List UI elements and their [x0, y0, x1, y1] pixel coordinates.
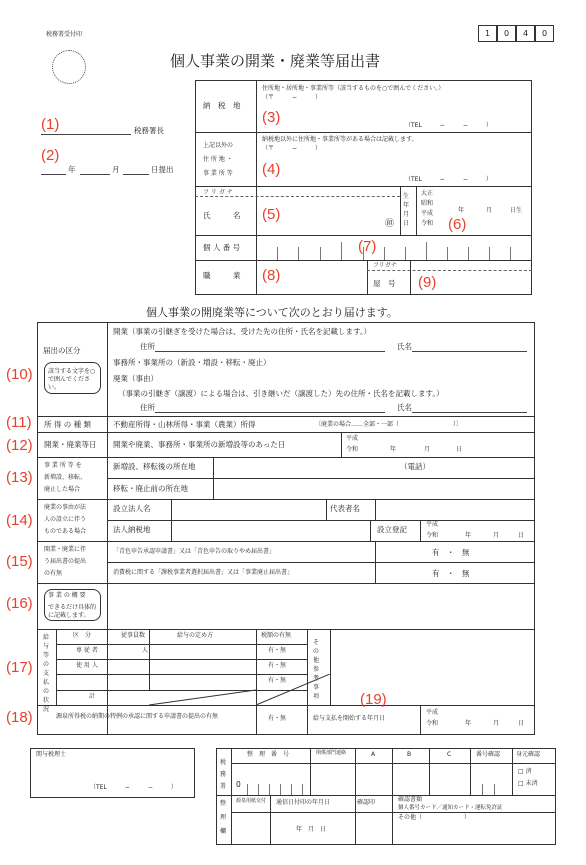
month-label: 月 [112, 165, 120, 174]
col-a: A [371, 751, 376, 758]
callout-3: (3) [262, 109, 281, 126]
date-label: 開業・廃業等日 [44, 440, 97, 449]
shotoku-label: 所 得 の 種 類 [44, 420, 92, 429]
total-diagonal [149, 674, 330, 705]
era-reiwa: 令和 [421, 220, 434, 227]
date-line [80, 174, 110, 175]
month-1: 月 [424, 446, 431, 453]
bango-label: 番号確認 [476, 751, 501, 758]
other-hint: 納税地以外に住所地・事業所等がある場合は記載します。 [262, 136, 418, 143]
day-label: 日提出 [151, 165, 174, 174]
tax-office-suffix: 税務署長 [134, 126, 164, 135]
era-showa: 昭和 [421, 200, 434, 207]
taxpayer-block [195, 80, 532, 295]
callout-8: (8) [262, 267, 281, 284]
tel-2: （TEL − − ） [405, 176, 492, 183]
jigyosho-label-3: 廃止した場合 [44, 486, 81, 493]
callout-1: (1) [41, 116, 60, 133]
day-1: 日 [456, 446, 463, 453]
birth-month: 月 [486, 207, 493, 214]
zeirishi-tel: （TEL − − ） [90, 784, 177, 791]
senjusha-umu[interactable]: 有・無 [268, 647, 287, 654]
shinzo-label: 新増設、移転後の所在地 [113, 462, 196, 471]
month-2: 月 [493, 532, 500, 539]
date-line [123, 174, 149, 175]
callout-6: (6) [448, 216, 467, 233]
callout-12: (12) [6, 437, 33, 454]
haigyo-text: 廃業（事由） [113, 374, 158, 383]
form-code-digit: 4 [516, 25, 535, 42]
tokurei-label: 源泉所得税の納期の特例の承認に関する申請書の提出の有無 [56, 713, 219, 720]
other-label-1: 上記以外の [203, 142, 234, 149]
seiri-label: 整理欄 [220, 800, 227, 835]
mynumber-label: 個 人 番 号 [203, 243, 241, 252]
stamp-label: 税務署受付印 [46, 31, 83, 38]
callout-14: (14) [6, 512, 33, 529]
year-2: 年 [465, 532, 472, 539]
row-senjusha: 専 従 者 [76, 647, 98, 654]
year-3: 年 [465, 720, 472, 727]
kaigyo-address: 住所 [140, 342, 155, 351]
gaiyo-hint: できるだけ具体的に記載します。 [48, 604, 97, 619]
todoke-label-1: 開業・廃業に伴 [44, 546, 87, 553]
mizumi-checkbox[interactable]: □ 未済 [518, 780, 538, 787]
tokurei-umu[interactable]: 有・無 [268, 715, 287, 722]
callout-10: (10) [6, 366, 33, 383]
aoiro-label: 「青色申告承認申請書」又は「青色申告の取りやめ届出書」 [113, 548, 276, 555]
trade-name-label: 屋 号 [373, 279, 396, 288]
postal-code: （〒 − ） [262, 94, 322, 101]
month-3: 月 [493, 720, 500, 727]
day-2: 日 [518, 532, 525, 539]
setsuritsu-label: 設立登記 [377, 525, 407, 534]
shotoku-value: 不動産所得・山林所得・事業（農業）所得 [113, 420, 256, 429]
callout-19: (19) [360, 691, 387, 708]
zeirishi-label: 関与税理士 [36, 751, 67, 758]
col-count: 従事員数 [121, 632, 146, 639]
zeimusho-label: 税務署 [220, 759, 227, 790]
zero-digit: 0 [236, 780, 241, 789]
todoke-label-3: の有無 [44, 570, 63, 577]
jigyosho-text: 事務所・事業所の（新設・増設・移転・廃止） [113, 358, 271, 367]
era-reiwa-2: 令和 [426, 532, 439, 539]
kaigyo-name: 氏名 [397, 342, 412, 351]
zumi-checkbox[interactable]: □ 済 [518, 768, 532, 775]
callout-9: (9) [418, 274, 437, 291]
unit-nin: 人 [142, 647, 149, 654]
kazei-label: 消費税に関する「課税事業者選択届出書」又は「事業廃止届出書」 [113, 569, 294, 576]
jigyosho-label-1: 事 業 所 等 を [44, 462, 82, 469]
nozeichi-hint: 住所地・居所地・事業所等（該当するものを○で囲んでください。） [262, 85, 445, 92]
gaiyo-label: 事 業 の 概 要 [48, 592, 86, 599]
date-line [41, 174, 66, 175]
kakunin-label: 確認印 [357, 799, 376, 806]
tel: （TEL − − ） [405, 122, 492, 129]
shotoku-bracket: 〔廃業の場合……全部・一部（ ）〕 [315, 421, 463, 428]
other-umu[interactable]: 有・無 [268, 677, 287, 684]
birth-year: 年 [458, 207, 465, 214]
stamp-circle [52, 50, 86, 84]
callout-17: (17) [6, 659, 33, 676]
day-3: 日 [518, 720, 525, 727]
kaigyo-text: 開業（事業の引継ぎを受けた場合は、受けた先の住所・氏名を記載します。） [113, 327, 372, 336]
era-heisei-3: 平成 [426, 709, 439, 716]
callout-5: (5) [262, 206, 281, 223]
subtitle: 個人事業の開廃業等について次のとおり届けます。 [146, 306, 398, 319]
form-code-digit: 1 [478, 25, 497, 42]
kubun-hint: 該当する文字を○で囲んでください。 [48, 368, 96, 391]
nozeichi-label: 納 税 地 [203, 101, 241, 110]
haigyo-name: 氏名 [397, 403, 412, 412]
page-title: 個人事業の開業・廃業等届出書 [170, 52, 381, 70]
furigana-label: フ リ ガ ナ [203, 189, 233, 196]
col-method: 給与の定め方 [177, 632, 214, 639]
year-1: 年 [390, 446, 397, 453]
occupation-label: 職 業 [203, 271, 241, 280]
birth-label: 生年月日 [403, 193, 410, 227]
callout-7: (7) [358, 238, 377, 255]
callout-11: (11) [6, 414, 32, 431]
era-reiwa-3: 令和 [426, 720, 439, 727]
mimoto-label: 身元確認 [516, 751, 541, 758]
era-heisei: 平成 [421, 210, 434, 217]
shinkoku-label: 源泉用紙交付 [236, 798, 267, 804]
callout-16: (16) [6, 595, 33, 612]
todoke-label-2: う届出書の提出 [44, 558, 87, 565]
furigana-2: フリガナ [373, 262, 397, 269]
col-b: B [407, 751, 412, 758]
other-label-2: 住 所 地 ・ [203, 156, 233, 163]
sonota-label: その他（ ） [398, 814, 471, 821]
era-taisho: 大正 [421, 190, 434, 197]
other-label-3: 事 業 所 等 [203, 170, 233, 177]
row-shiyonin: 使 用 人 [76, 662, 98, 669]
hojin-label-2: 人の設立に伴う [44, 516, 87, 523]
callout-4: (4) [262, 161, 281, 178]
era-reiwa-1: 令和 [346, 446, 359, 453]
jigyosho-label-2: 新増設、移転、 [44, 474, 87, 481]
hojin-name-label: 設立法人名 [113, 504, 151, 513]
form-code-digit: 0 [497, 25, 516, 42]
hojin-label-3: ものである場合 [44, 528, 87, 535]
form-code-digit: 0 [535, 25, 554, 42]
tax-office-line [41, 134, 131, 135]
shiyonin-umu[interactable]: 有・無 [268, 662, 287, 669]
haigyo-address: 住所 [140, 403, 155, 412]
seal-mark: ㊞ [385, 219, 395, 229]
kubun-label: 届出の区分 [43, 346, 81, 355]
era-heisei-2: 平成 [426, 521, 439, 528]
seiri-no-label: 整 理 番 号 [247, 751, 290, 758]
birth-day: 日生 [510, 207, 523, 214]
row-total: 計 [89, 693, 96, 700]
date-value: 開業や廃業、事務所・事業所の新増設等のあった日 [113, 440, 286, 449]
kazei-umu[interactable]: 有 ・ 無 [432, 569, 470, 578]
tsushin-label: 通信日付印の年月日 [276, 799, 331, 806]
postal-code-2: （〒 − ） [262, 145, 322, 152]
hojin-label-1: 廃業の事由が法 [44, 504, 87, 511]
footer-ymd: 年 月 日 [296, 826, 327, 833]
callout-13: (13) [6, 469, 33, 486]
year-label: 年 [68, 165, 76, 174]
kankei-label: 関係部門連絡 [316, 750, 347, 756]
shorui-label: 確認書類 [398, 796, 423, 803]
era-heisei-1: 平成 [346, 435, 359, 442]
hojin-nozeichi-label: 法人納税地 [113, 525, 151, 534]
col-tax: 税額の有無 [261, 632, 292, 639]
kyuyo-label: 給与等の支払の状況 [43, 634, 50, 713]
shorui2-label: 個人番号カード／通知カード・運転免許証 [398, 805, 503, 811]
haigyo-note: （事業の引継ぎ（譲渡）による場合は、引き継いだ（譲渡した）先の住所・氏名を記載します。） [118, 389, 444, 398]
callout-2: (2) [41, 147, 60, 164]
aoiro-umu[interactable]: 有 ・ 無 [432, 548, 470, 557]
col-kubun: 区 分 [73, 632, 92, 639]
iten-label: 移転・廃止前の所在地 [113, 484, 188, 493]
era-list [421, 189, 433, 229]
kaishi-label: 給与支払を開始する年月日 [313, 715, 386, 722]
col-c: C [447, 751, 452, 758]
denwa-label: （電話） [400, 462, 430, 471]
name-label: 氏 名 [203, 211, 241, 220]
other-notes-label: その他参考事項 [313, 639, 320, 700]
callout-15: (15) [6, 553, 33, 570]
daihyo-label: 代表者名 [330, 504, 360, 513]
callout-18: (18) [6, 709, 33, 726]
